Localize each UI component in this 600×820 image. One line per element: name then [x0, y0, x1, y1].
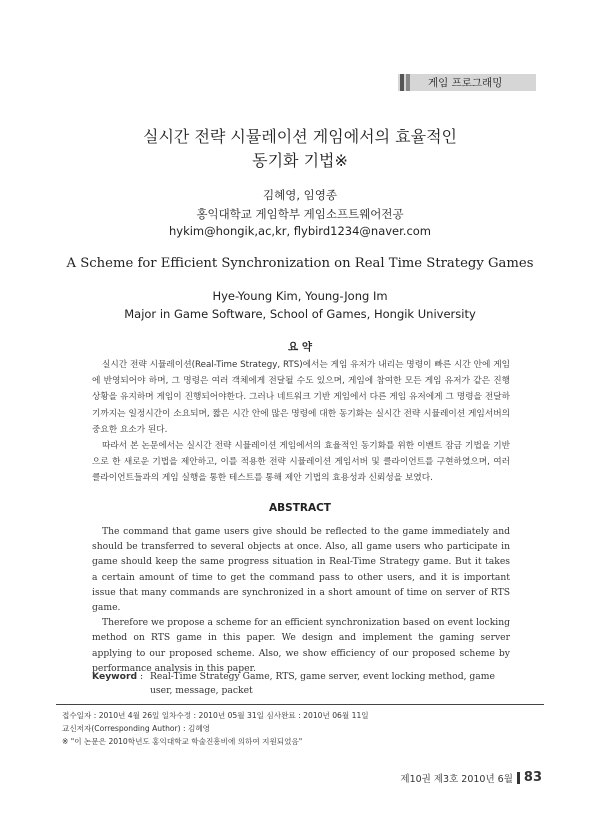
keyword-line: Real-Time Strategy Game, RTS, game server, event locking method, game	[150, 671, 495, 682]
footnote-funding: ※ "이 논문은 2010학년도 홍익대학교 학술진흥비에 의하여 지원되었음"	[62, 737, 303, 746]
footnote-dates: 접수일자 : 2010년 4월 26일 일차수정 : 2010년 05월 31일 심사완료 : 2010년 06월 11일	[62, 711, 369, 720]
tag-bars-decoration	[400, 74, 410, 91]
affiliation-en: Major in Game Software, School of Games, Hongik University	[124, 307, 476, 321]
footnote-divider	[56, 704, 544, 705]
section-tag	[398, 74, 536, 91]
journal-issue: 제10권 제3호 2010년 6월	[400, 773, 513, 785]
page-number: 83	[523, 770, 542, 785]
page-info	[400, 770, 542, 785]
abstract-en	[92, 524, 510, 676]
title-en: A Scheme for Efficient Synchronization on Real Time Strategy Games	[66, 256, 534, 271]
abstract-kr	[92, 357, 510, 487]
authors-kr: 김혜영, 임영종	[263, 188, 337, 202]
keyword-block	[92, 670, 512, 698]
abstract-kr-paragraph: 따라서 본 논문에서는 실시간 전략 시뮬레이션 게임에서의 효율적인 동기화를 위한 이벤트 잠금 기법을 기반으로 한 새로운 기법을 제안하고, 이를 적용한 전략 시뮬레이션 게임서버 및 클라이언트를 구현하였으며, 여러 클라이언트들과의 게임 실행을 통한 테스트를 통해 제안 기법의 효용성과 신뢰성을 보였다.	[92, 441, 510, 484]
title-kr-line1: 실시간 전략 시뮬레이션 게임에서의 효율적인	[142, 127, 457, 146]
authors-en: Hye-Young Kim, Young-Jong Im	[212, 289, 388, 303]
keyword-label: Keyword	[92, 671, 138, 682]
title-kr-line2: 동기화 기법※	[252, 151, 348, 170]
abstract-kr-paragraph: 실시간 전략 시뮬레이션(Real-Time Strategy, RTS)에서는 게임 유저가 내리는 명령이 빠른 시간 안에 게임에 반영되어야 하며, 그 명령은 여러 객체에게 전달될 수도 있으며, 게임에 참여한 모든 게임 유저가 같은 진행상황을 유지하며 게임이 진행되어야한다. 그러나 네트워크 기반 게임에서 다른 게임 유저에게 그 명령을 전달하기까지는 일정시간이 소요되며, 짧은 시간 안에 많은 명령에 대한 동기화는 실시간 전략 시뮬레이션 게임서버의 중요한 요소가 된다.	[92, 360, 510, 435]
author-emails: hykim@hongik,ac,kr, flybird1234@naver.com	[168, 224, 432, 238]
keyword-separator: :	[140, 671, 144, 682]
abstract-en-paragraph: The command that game users give should be reflected to the game immediately and should be transferred to several objects at once. Also, all game users who participate in game should keep the same progress situation in Real-Time Strategy game. But it takes a certain amount of time to get the command pass to other users, and it is important issue that many commands are synchronized in a short amount of time on server of RTS game.	[92, 526, 510, 614]
affiliation-kr: 홍익대학교 게임학부 게임소프트웨어전공	[196, 207, 404, 221]
keyword-line: user, message, packet	[150, 685, 253, 696]
page-divider-bar	[517, 772, 520, 784]
abstract-en-heading: ABSTRACT	[269, 502, 331, 514]
abstract-kr-heading: 요 약	[288, 341, 312, 353]
section-tag-label: 게임 프로그래밍	[428, 77, 503, 89]
footnote-corresponding: 교신저자(Corresponding Author) : 김혜영	[62, 724, 211, 733]
abstract-en-paragraph: Therefore we propose a scheme for an efficient synchronization based on event locking method on RTS game in this paper. We design and implement the gaming server applying to our proposed scheme. Also, we show efficiency of our proposed scheme by performance analysis in this paper.	[92, 617, 510, 674]
